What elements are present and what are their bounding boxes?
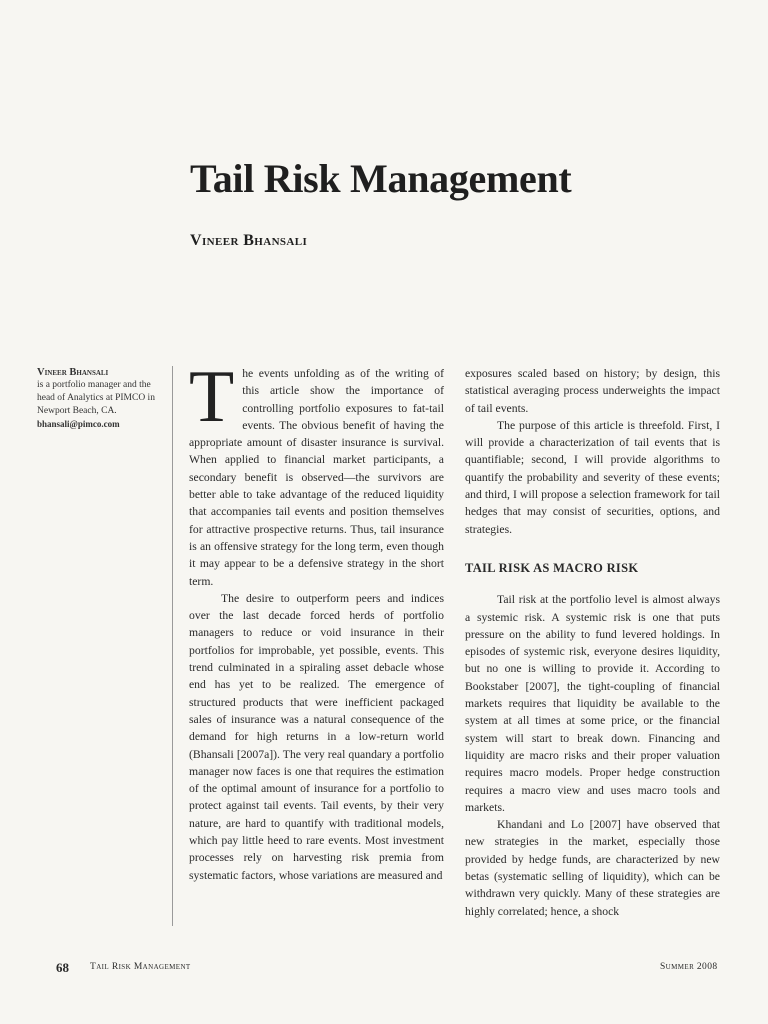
running-title: Tail Risk Management: [90, 962, 191, 972]
paragraph-text: he events unfolding as of the writing of this article show the importance of controlling portfolio exposures to fat-tail events. The obvious benefit of having the appropriate amount of disaster insurance is survival. When applied to financial market participants, a secondary benefit is observed—the survivors are better able to take advantage of the reduced liquidity that accompanies tail events and position themselves for attractive prospective returns. Thus, tail insurance is an offensive strategy for the long term, even though it may appear to be a defensive strategy in the short term.: [189, 367, 444, 588]
body-paragraph: exposures scaled based on history; by design, this statistical averaging process underweights the impact of tail events.: [465, 367, 720, 415]
section-heading: TAIL RISK AS MACRO RISK: [465, 560, 639, 575]
sidebar-author-email[interactable]: bhansali@pimco.com: [37, 419, 120, 429]
sidebar-author-bio: is a portfolio manager and the head of Analytics at PIMCO in Newport Beach, CA.: [37, 380, 155, 416]
article-author: Vineer Bhansali: [190, 232, 308, 249]
issue-date: Summer 2008: [660, 962, 718, 972]
column-divider: [172, 366, 173, 926]
article-title: Tail Risk Management: [190, 156, 572, 201]
body-paragraph: [189, 356, 444, 590]
body-paragraph: The desire to outperform peers and indices over the last decade forced herds of portfolio managers to reduce or void insurance in their portfolios for improbable, yet possible, events. This trend culminated in a spiraling asset debacle whose end has yet to be realized. The emergence of structured products that were inefficient packaged sales of insurance was a natural consequence of the demand for high returns in a low-return world (Bhansali [2007a]). The very real quandary a portfolio manager now faces is one that requires the estimation of the optimal amount of insurance for a portfolio to protect against tail events. Tail events, by their very nature, are hard to quantify with traditional models, which pay little heed to rare events. Most investment processes rely on harvesting risk premia from systematic factors, whose variations are measured and: [189, 591, 444, 882]
body-paragraph: The purpose of this article is threefold. First, I will provide a characterization of tail events that is quantifiable; second, I will provide algorithms to quantify the probability and severity of these events; and third, I will propose a selection framework for tail hedges that may consist of securities, options, and strategies.: [465, 418, 720, 536]
page-number: 68: [56, 960, 69, 975]
body-paragraph: Tail risk at the portfolio level is almost always a systemic risk. A systemic risk is one that puts pressure on the ability to fund levered holdings. In episodes of systemic risk, everyone desires liquidity, but no one is willing to provide it. According to Bookstaber [2007], the tight-coupling of financial markets requires that liquidity be available to the system at all times at some price, or the financial system will start to break down. Financing and liquidity are macro risks and their proper valuation requires macro models. Proper hedge construction requires a macro view and uses macro tools and markets.: [465, 593, 720, 814]
body-column-right: [465, 365, 720, 920]
sidebar-author-name: Vineer Bhansali: [37, 367, 109, 378]
body-column-left: [189, 356, 444, 884]
author-bio-sidebar: [37, 366, 162, 431]
drop-cap: T: [189, 356, 235, 438]
body-paragraph: Khandani and Lo [2007] have observed that new strategies in the market, especially those provided by hedge funds, are characterized by new betas (systematic selling of liquidity), which can be withdrawn very quickly. Many of these strategies are highly correlated; hence, a shock: [465, 818, 720, 918]
